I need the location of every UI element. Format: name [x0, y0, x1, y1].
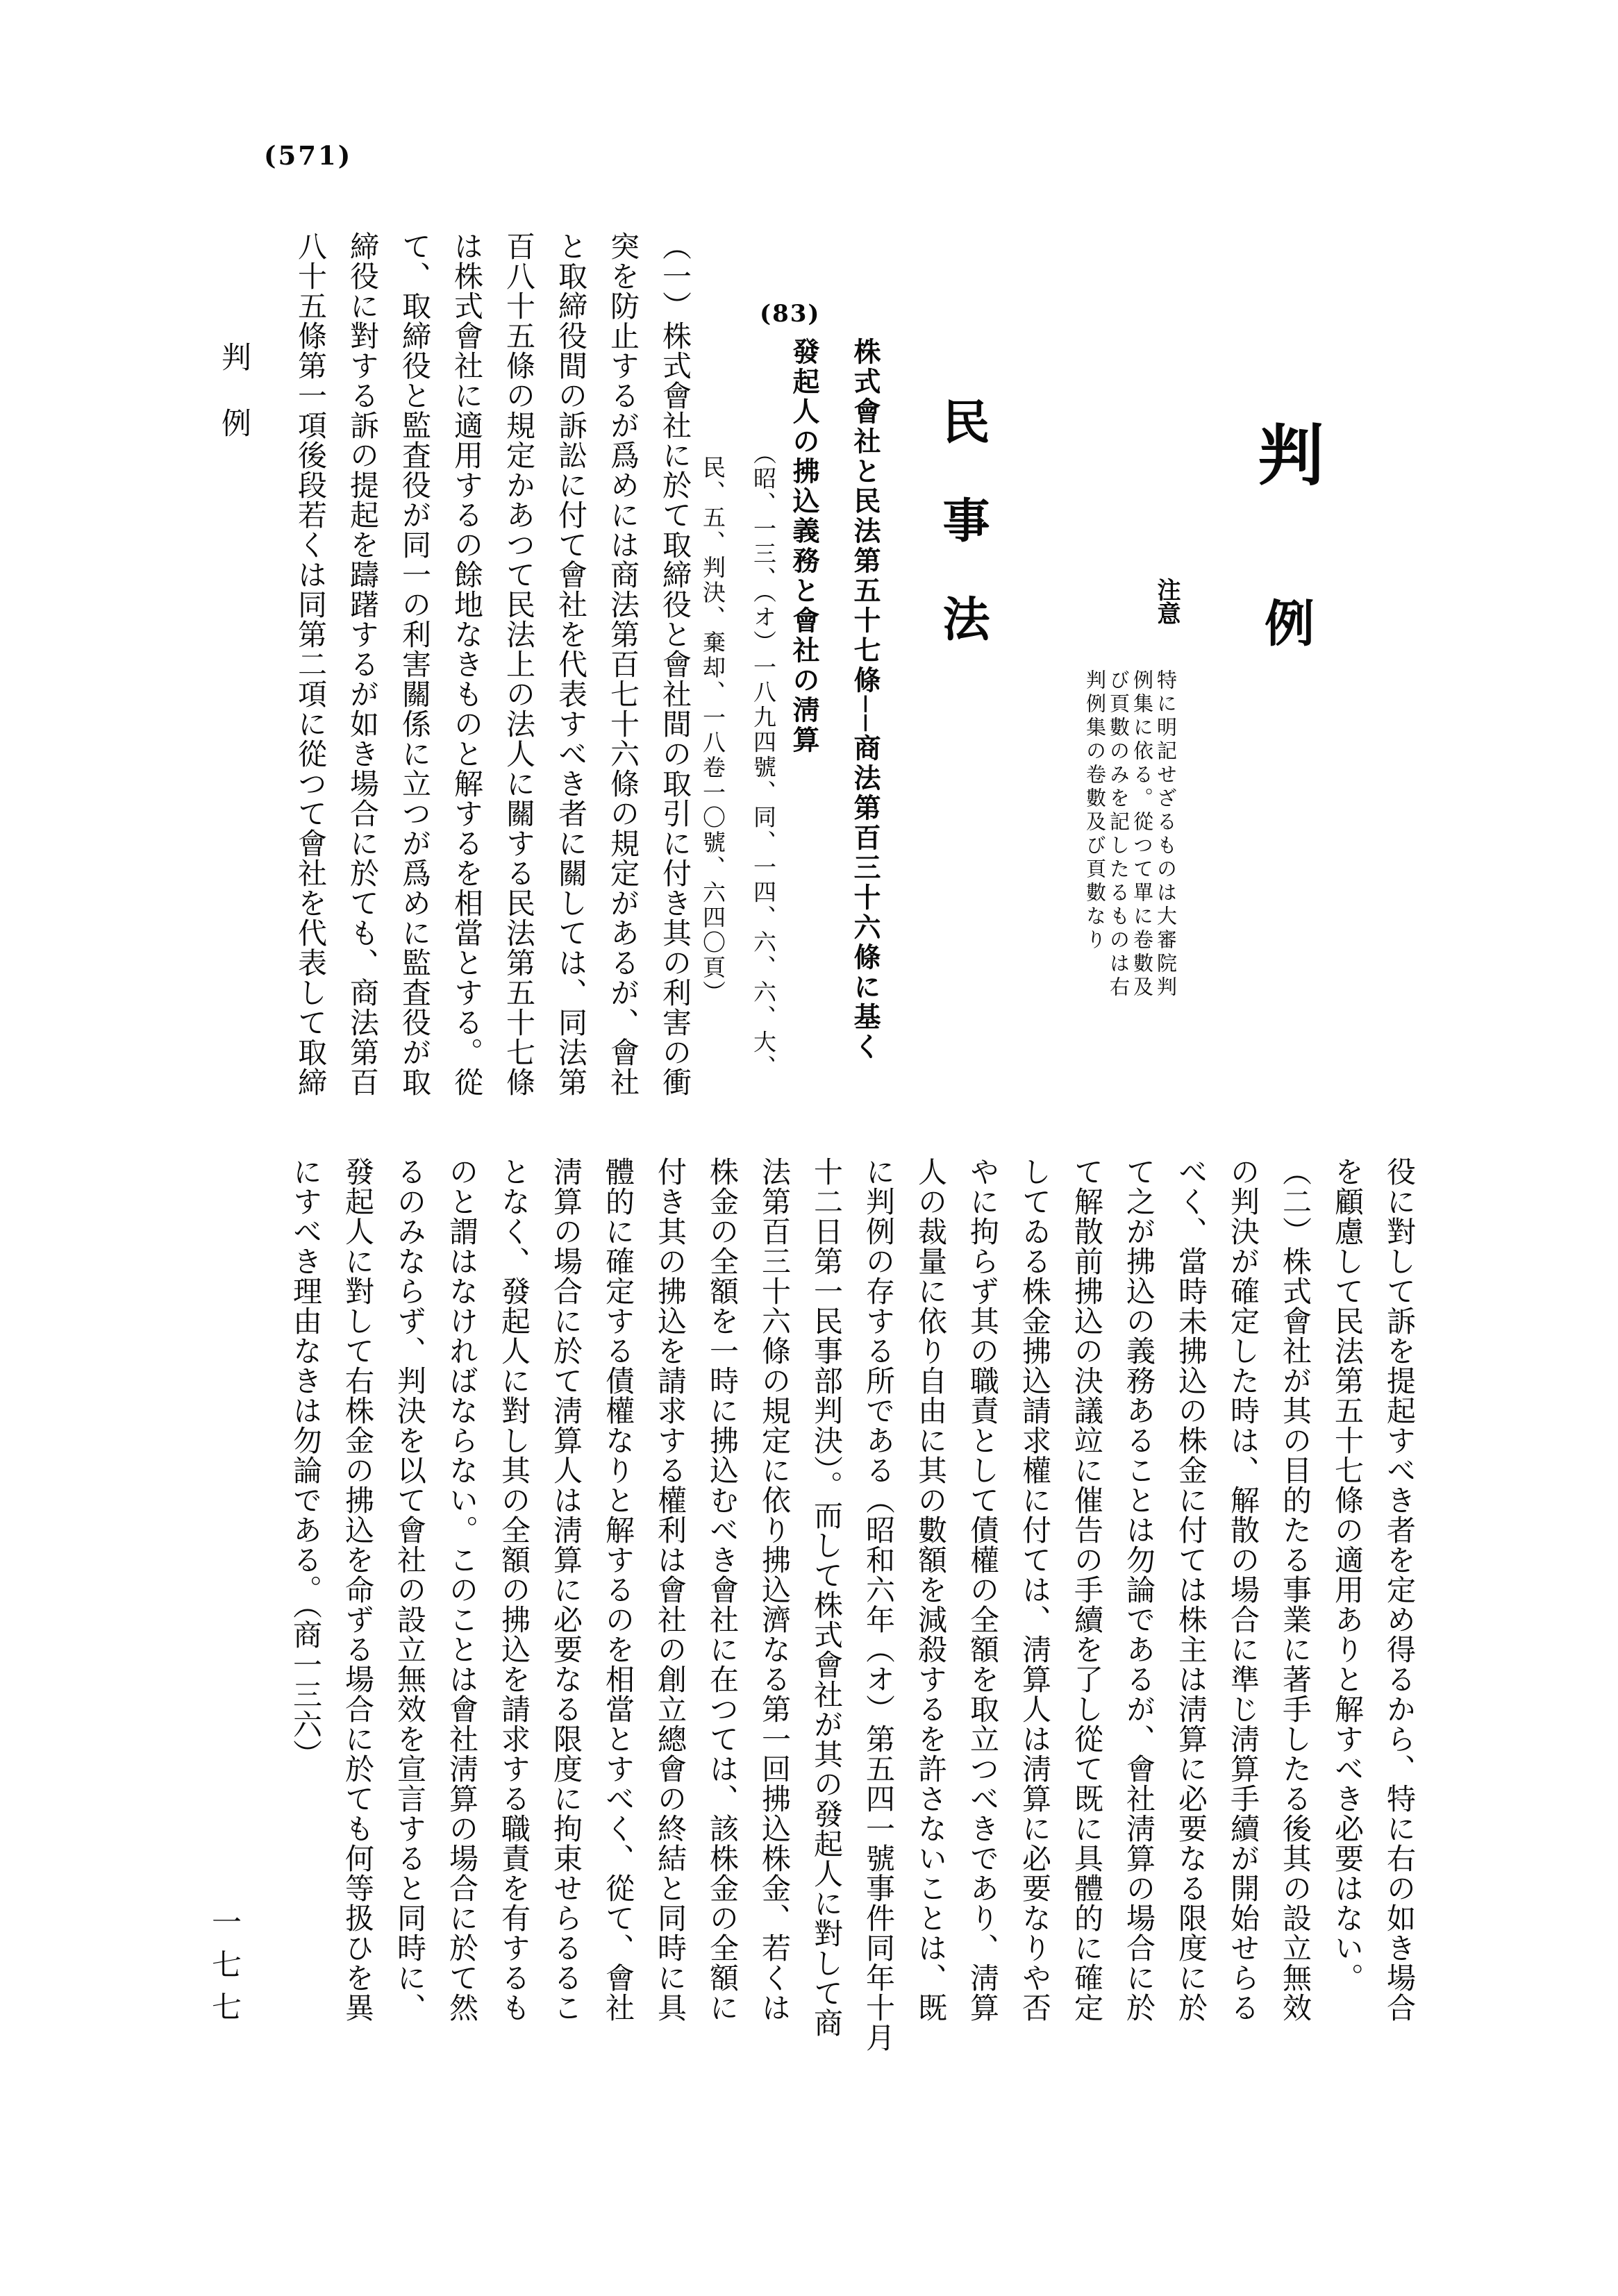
- page-title-char-2: 例: [1256, 597, 1315, 647]
- text-column: のと謂はなければならない。このことは會社淸算の場合に於て然: [445, 1157, 479, 2022]
- notice-label: 注意: [1153, 578, 1181, 625]
- text-column: 人の裁量に依り自由に其の數額を減殺するを許さないことは、既: [914, 1157, 948, 2022]
- notice-text: 特に明記せざるものは大審院判例集に依る。從つて單に卷數及び頁數のみを記したるものは右判例集の卷數及び頁數なり: [1083, 669, 1178, 1000]
- text-column: に判例の存する所である（昭和六年（オ）第五四一號事件同年十月: [862, 1157, 896, 2052]
- case-citation-col-1: （昭、一三、（オ）一八九四號、同、一四、六、六、大、: [750, 442, 777, 1080]
- text-column: 役に對して訴を提起すべき者を定め得るから、特に右の如き場合: [1383, 1157, 1417, 2022]
- text-column: 突を防止するが爲めには商法第百七十六條の規定があるが、會社: [606, 231, 640, 1097]
- case-number: (83): [760, 300, 821, 328]
- text-column: は株式會社に適用するの餘地なきものと解するを相當とする。從: [450, 231, 484, 1097]
- text-column: 法第百三十六條の規定に依り拂込濟なる第一回拂込株金、若くは: [758, 1157, 792, 2022]
- sheet-number: (571): [264, 140, 353, 171]
- section-heading: 民事法: [935, 397, 990, 693]
- text-column: の判決が確定した時は、解散の場合に準じ淸算手續が開始せらる: [1226, 1157, 1260, 2022]
- text-column: を顧慮して民法第五十七條の適用ありと解すべき必要はない。: [1331, 1157, 1365, 1993]
- text-column: 百八十五條の規定かあつて民法上の法人に關する民法第五十七條: [502, 231, 536, 1097]
- case-citation-col-2: 民、五、判決、棄却、一八卷一〇號、六四〇頁）: [699, 455, 726, 1005]
- text-column: べく、當時未拂込の株金に付ては株主は淸算に必要なる限度に於: [1174, 1157, 1208, 2022]
- text-column: 締役に對する訴の提起を躊躇するが如き場合に於ても、商法第百: [346, 231, 380, 1097]
- text-column: 付き其の拂込を請求する權利は會社の創立總會の終結と同時に具: [653, 1157, 687, 2022]
- text-column: 淸算の場合に於て淸算人は淸算に必要なる限度に拘束せらるるこ: [549, 1157, 583, 2022]
- running-head: 判例: [217, 342, 251, 474]
- page-number: 一七七: [207, 1907, 242, 2034]
- text-column: 十二日第一民事部判決）。而して株式會社が其の發起人に對して商: [810, 1157, 844, 2038]
- text-column: となく、發起人に對し其の全額の拂込を請求する職責を有するも: [497, 1157, 531, 2022]
- case-title-line-2: 發起人の拂込義務と會社の淸算: [788, 337, 820, 755]
- text-column: やに拘らず其の職責として債權の全額を取立つべきであり、淸算: [966, 1157, 1000, 2022]
- text-column: るのみならず、判決を以て會社の設立無效を宣言すると同時に、: [393, 1157, 427, 2022]
- text-column: （一）株式會社に於て取締役と會社間の取引に付き其の利害の衝: [658, 231, 692, 1097]
- text-column: してゐる株金拂込請求權に付ては、淸算人は淸算に必要なりや否: [1018, 1157, 1052, 2022]
- text-column: にすべき理由なきは勿論である。（商一三六）: [289, 1157, 323, 1769]
- text-column: て解散前拂込の決議竝に催告の手續を了し從て既に具體的に確定: [1070, 1157, 1104, 2022]
- text-column: 發起人に對して右株金の拂込を命ずる場合に於ても何等扱ひを異: [341, 1157, 375, 2022]
- text-column: て之が拂込の義務あることは勿論であるが、會社淸算の場合に於: [1122, 1157, 1156, 2022]
- text-column: 株金の全額を一時に拂込むべき會社に在つては、該株金の全額に: [706, 1157, 740, 2022]
- page-title-char-1: 判: [1247, 421, 1324, 487]
- text-column: 體的に確定する債權なりと解するのを相當とすべく、從て、會社: [601, 1157, 635, 2022]
- text-column: 八十五條第一項後段若くは同第二項に從つて會社を代表して取締: [294, 231, 328, 1097]
- text-column: と取締役間の訴訟に付て會社を代表すべき者に關しては、同法第: [554, 231, 588, 1097]
- text-column: （二）株式會社が其の目的たる事業に著手したる後其の設立無效: [1278, 1157, 1312, 2022]
- case-title-line-1: 株式會社と民法第五十七條──商法第百三十六條に基く: [849, 337, 881, 1062]
- text-column: て、取締役と監査役が同一の利害關係に立つが爲めに監査役が取: [398, 231, 432, 1097]
